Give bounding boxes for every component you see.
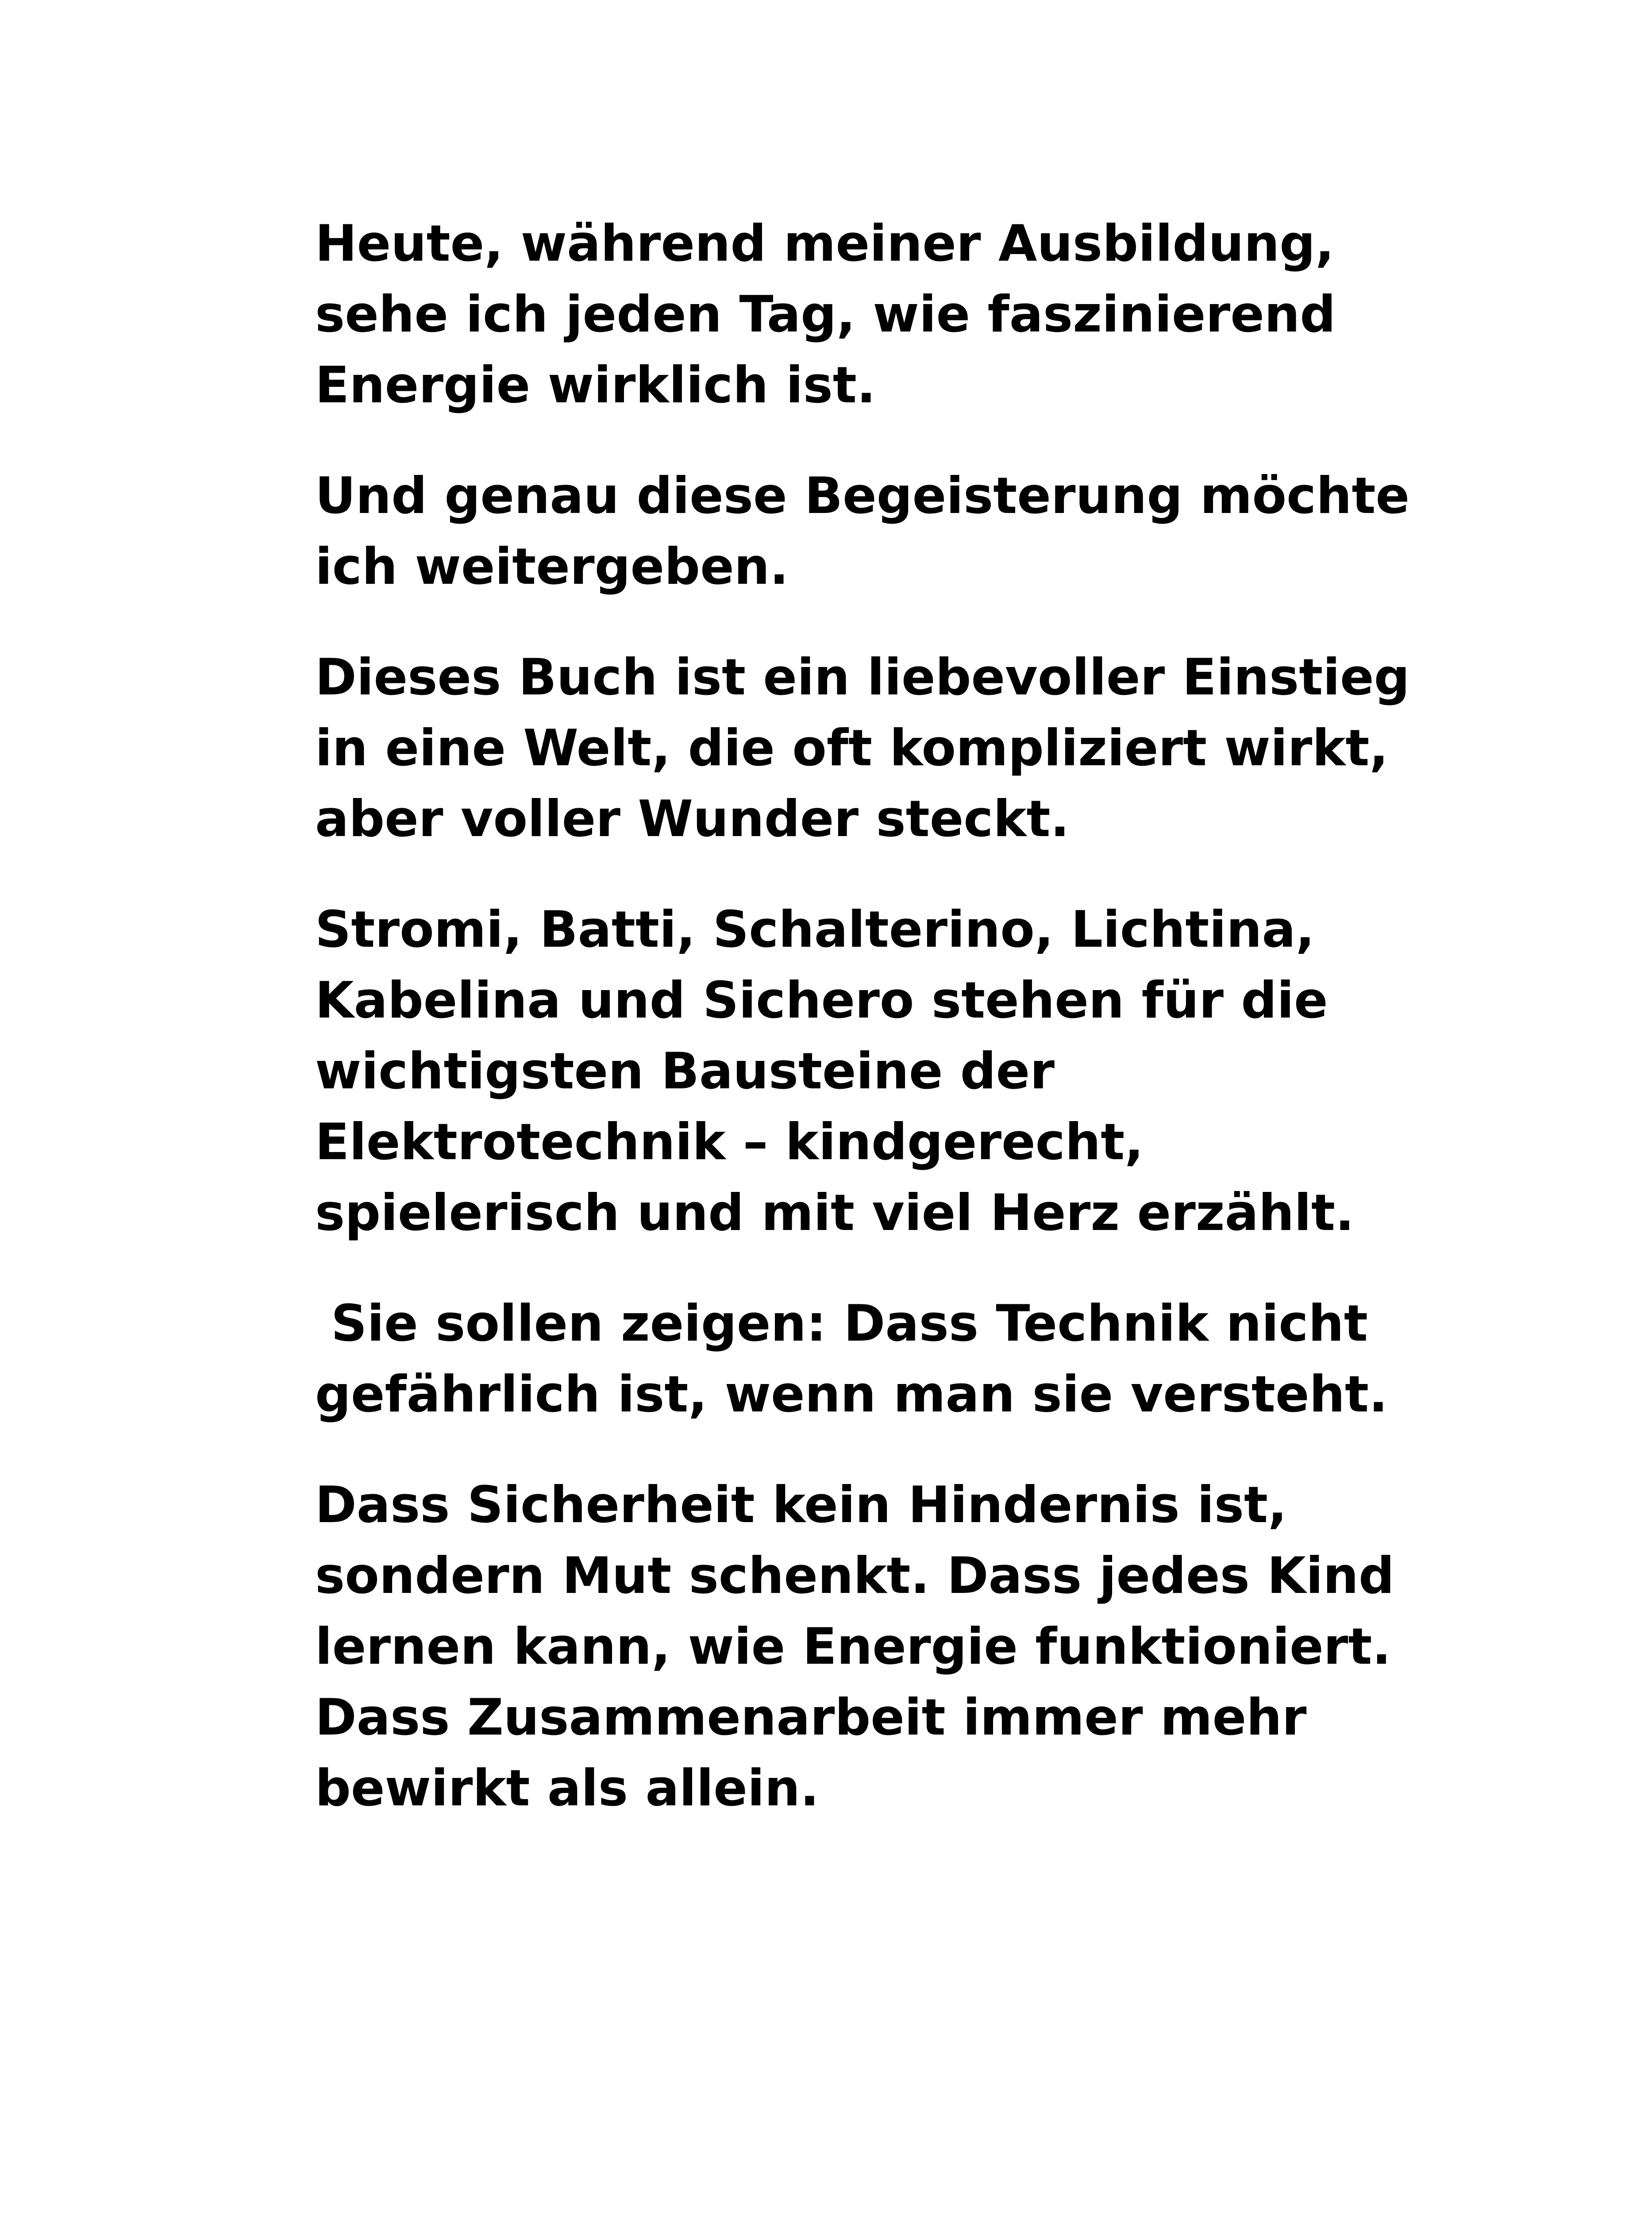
text-line: Dieses Buch ist ein liebevoller Einstieg [315, 648, 1410, 706]
paragraph-1 [315, 208, 1492, 420]
paragraph-6 [315, 1469, 1492, 1824]
text-line: Sie sollen zeigen: Dass Technik nicht [331, 1294, 1368, 1353]
text-line: gefährlich ist, wenn man sie versteht. [315, 1365, 1388, 1423]
text-line: Heute, während meiner Ausbildung, [315, 214, 1335, 273]
paragraph-4 [315, 894, 1492, 1248]
text-line: ich weitergeben. [315, 537, 789, 596]
text-line: Dass Zusammenarbeit immer mehr [315, 1688, 1307, 1746]
text-line: aber voller Wunder steckt. [315, 790, 1070, 848]
text-line: Kabelina und Sichero stehen für die [315, 971, 1328, 1029]
text-line: spielerisch und mit viel Herz erzählt. [315, 1184, 1355, 1242]
text-line: lernen kann, wie Energie funktioniert. [315, 1617, 1391, 1676]
text-line: sehe ich jeden Tag, wie faszinierend [315, 285, 1336, 343]
text-line: Dass Sicherheit kein Hindernis ist, [315, 1476, 1287, 1534]
body-text [315, 208, 1492, 1863]
text-line: wichtigsten Bausteine der [315, 1042, 1055, 1100]
text-line: bewirkt als allein. [315, 1759, 819, 1817]
paragraph-2 [315, 460, 1492, 602]
text-line: Energie wirklich ist. [315, 356, 876, 414]
text-line: Und genau diese Begeisterung möchte [315, 467, 1410, 525]
text-line: Elektrotechnik – kindgerecht, [315, 1113, 1144, 1171]
paragraph-5 [315, 1288, 1492, 1430]
paragraph-3 [315, 642, 1492, 854]
text-line: Stromi, Batti, Schalterino, Lichtina, [315, 900, 1315, 959]
text-line: sondern Mut schenkt. Dass jedes Kind [315, 1546, 1394, 1605]
text-line: in eine Welt, die oft kompliziert wirkt, [315, 719, 1389, 777]
